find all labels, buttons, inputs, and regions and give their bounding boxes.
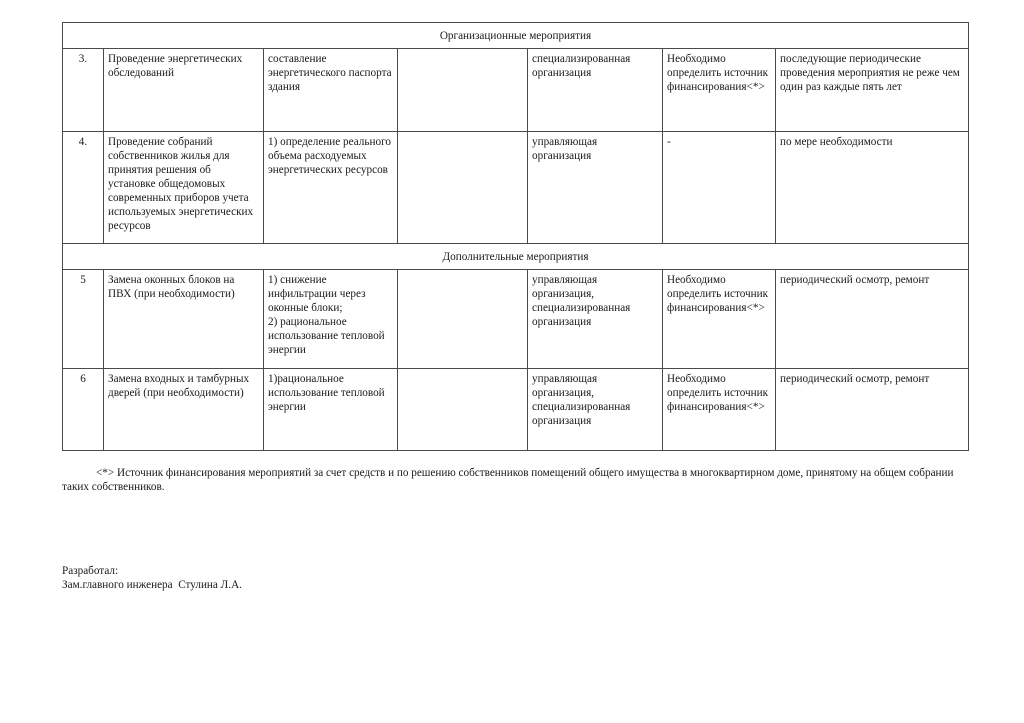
- funding-source: Необходимо определить источник финансирования<*>: [663, 270, 776, 369]
- measure-name: Проведение энергетических обследований: [104, 49, 264, 132]
- section-row-extra: [63, 244, 969, 270]
- executor: специализированная организация: [528, 49, 663, 132]
- period: по мере необходимости: [776, 132, 969, 244]
- period: последующие периодические проведения мероприятия не реже чем один раз каждые пять лет: [776, 49, 969, 132]
- empty-cell: [398, 270, 528, 369]
- executor: управляющая организация: [528, 132, 663, 244]
- section-title-extra: Дополнительные мероприятия: [63, 244, 969, 270]
- row-number: 5: [63, 270, 104, 369]
- executor: управляющая организация, специализированная организация: [528, 270, 663, 369]
- section-title-org: Организационные мероприятия: [63, 23, 969, 49]
- row-number: 6: [63, 369, 104, 451]
- measure-content: 1) снижение инфильтрации через оконные блоки; 2) рациональное использование тепловой энергии: [264, 270, 398, 369]
- empty-cell: [398, 49, 528, 132]
- empty-cell: [398, 369, 528, 451]
- table-row: [63, 132, 969, 244]
- period: периодический осмотр, ремонт: [776, 369, 969, 451]
- section-row-org: [63, 23, 969, 49]
- developer-block: [62, 564, 242, 592]
- row-number: 3.: [63, 49, 104, 132]
- funding-source: Необходимо определить источник финансирования<*>: [663, 49, 776, 132]
- empty-cell: [398, 132, 528, 244]
- measures-table: [62, 22, 969, 451]
- period: периодический осмотр, ремонт: [776, 270, 969, 369]
- measure-content: составление энергетического паспорта здания: [264, 49, 398, 132]
- measure-name: Проведение собраний собственников жилья для принятия решения об установке общедомовых современных приборов учета используемых энергетических ресурсов: [104, 132, 264, 244]
- table-row: [63, 270, 969, 369]
- funding-source: -: [663, 132, 776, 244]
- footnote: <*> Источник финансирования мероприятий за счет средств и по решению собственников помещений общего имущества в многоквартирном доме, принятому на общем собрании таких собственников.: [62, 467, 954, 493]
- developer-name: Зам.главного инженера Стулина Л.А.: [62, 579, 242, 591]
- developer-label: Разработал:: [62, 565, 119, 577]
- row-number: 4.: [63, 132, 104, 244]
- measure-name: Замена входных и тамбурных дверей (при необходимости): [104, 369, 264, 451]
- measure-name: Замена оконных блоков на ПВХ (при необходимости): [104, 270, 264, 369]
- table-row: [63, 49, 969, 132]
- executor: управляющая организация, специализированная организация: [528, 369, 663, 451]
- measure-content: 1) определение реального объема расходуемых энергетических ресурсов: [264, 132, 398, 244]
- funding-source: Необходимо определить источник финансирования<*>: [663, 369, 776, 451]
- measure-content: 1)рациональное использование тепловой энергии: [264, 369, 398, 451]
- table-row: [63, 369, 969, 451]
